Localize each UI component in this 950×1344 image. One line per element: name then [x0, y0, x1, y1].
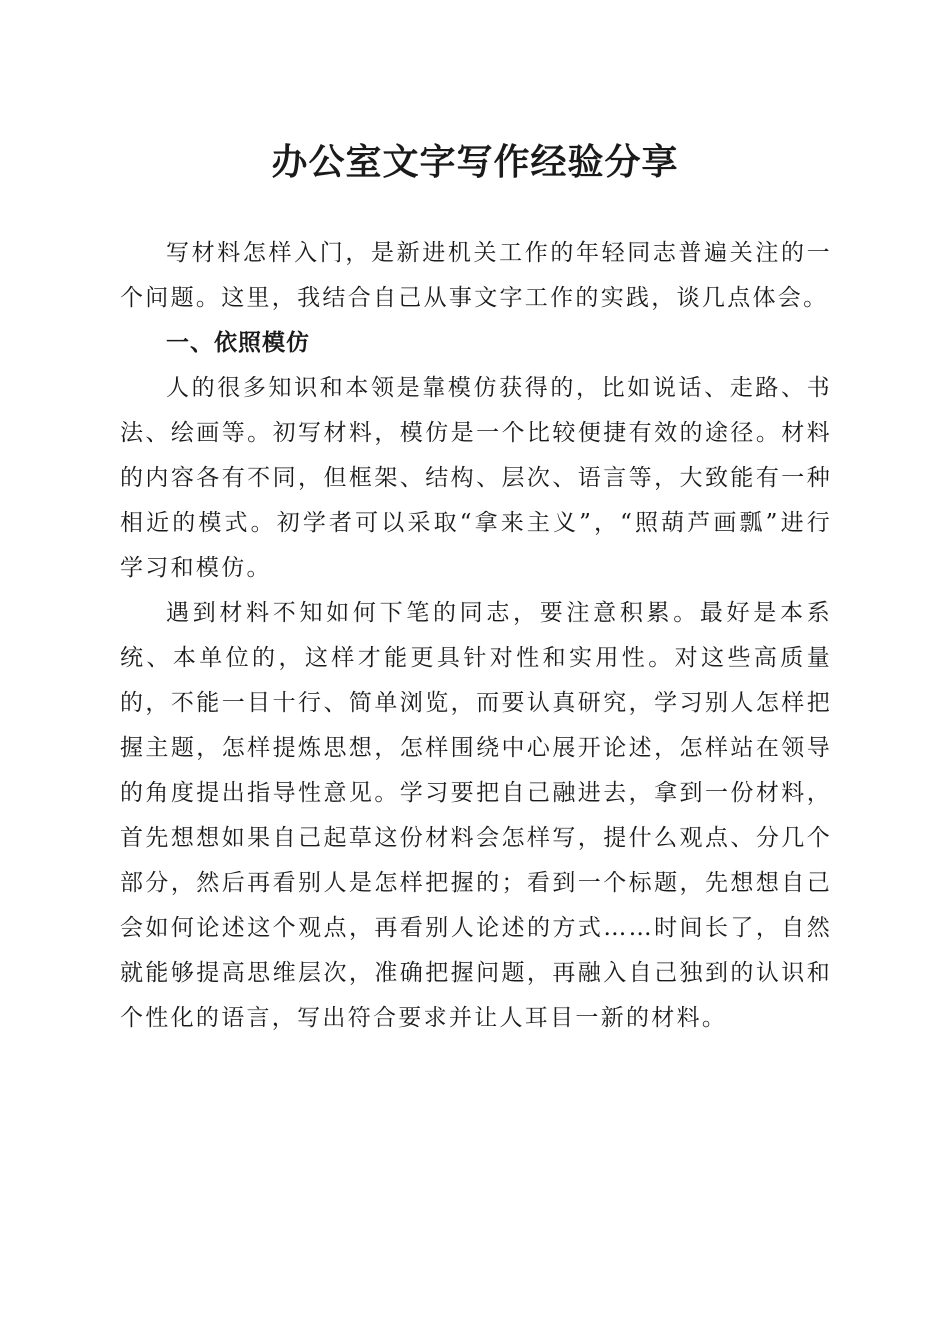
intro-paragraph: 写材料怎样入门，是新进机关工作的年轻同志普遍关注的一个问题。这里，我结合自己从事文字工作的实践，谈几点体会。 [120, 240, 832, 311]
section-heading: 一、依照模仿 [166, 330, 310, 356]
section-paragraph-1: 人的很多知识和本领是靠模仿获得的，比如说话、走路、书法、绘画等。初写材料，模仿是一个比较便捷有效的途径。材料的内容各有不同，但框架、结构、层次、语言等，大致能有一种相近的模式。初学者可以采取“拿来主义”，“照葫芦画瓢”进行学习和模仿。 [120, 375, 832, 581]
document-body [120, 231, 832, 1041]
document-title: 办公室文字写作经验分享 [271, 141, 679, 183]
section-paragraph-2: 遇到材料不知如何下笔的同志，要注意积累。最好是本系统、本单位的，这样才能更具针对性和实用性。对这些高质量的，不能一目十行、简单浏览，而要认真研究，学习别人怎样把握主题，怎样提炼思想，怎样围绕中心展开论述，怎样站在领导的角度提出指导性意见。学习要把自己融进去，拿到一份材料，首先想想如果自己起草这份材料会怎样写，提什么观点、分几个部分，然后再看别人是怎样把握的；看到一个标题，先想想自己会如何论述这个观点，再看别人论述的方式……时间长了，自然就能够提高思维层次，准确把握问题，再融入自己独到的认识和个性化的语言，写出符合要求并让人耳目一新的材料。 [120, 600, 832, 1031]
